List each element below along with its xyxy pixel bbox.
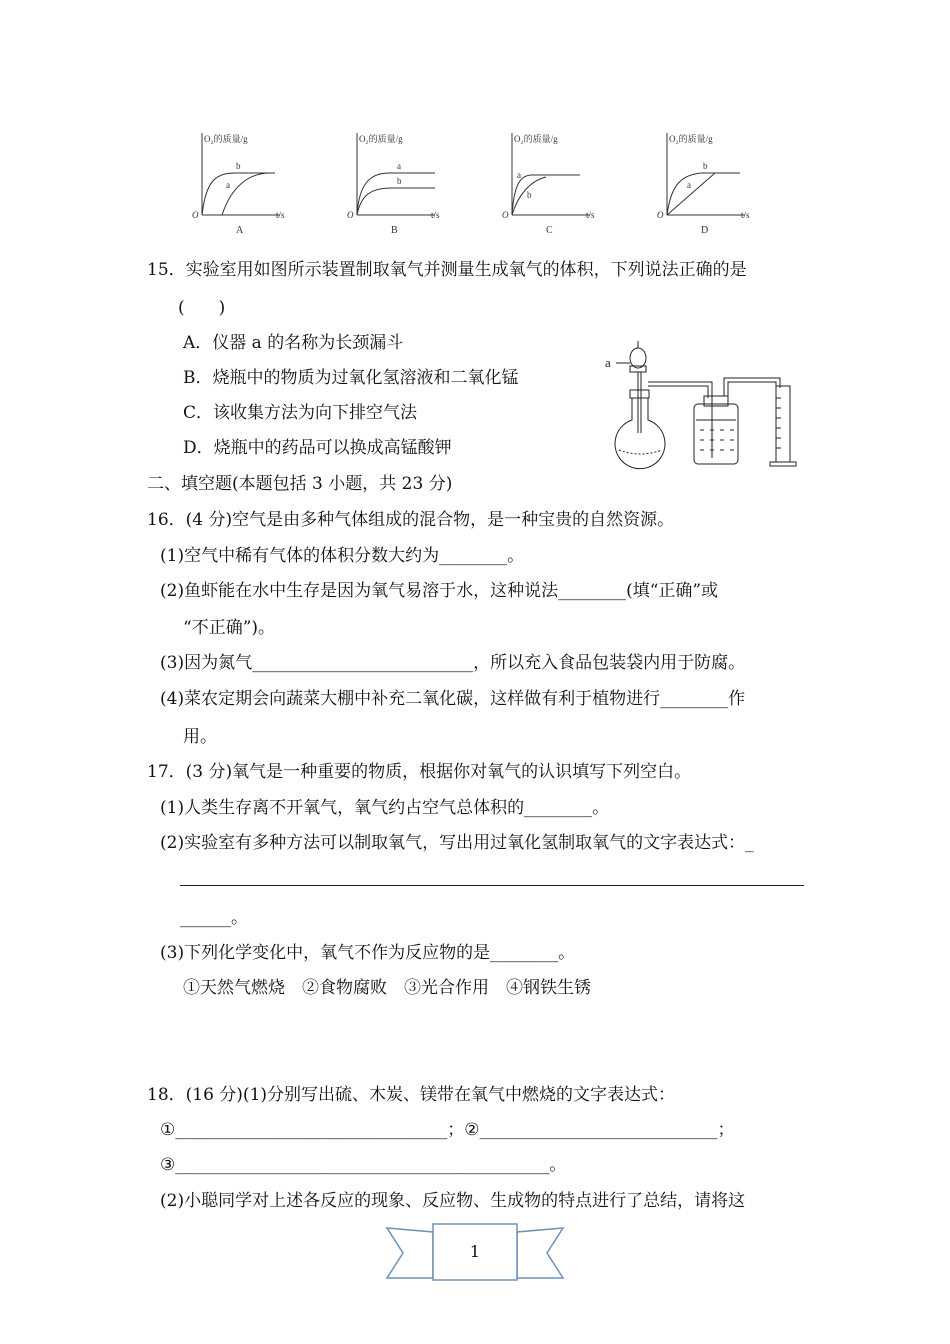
q17-part2: (2)实验室有多种方法可以制取氧气，写出用过氧化氢制取氧气的文字表达式：_ <box>160 833 754 853</box>
apparatus-svg <box>600 338 805 473</box>
graph-b-curve2: b <box>397 176 402 186</box>
apparatus-figure <box>600 338 805 473</box>
graph-panel-d <box>657 133 750 236</box>
graph-d-curve2: a <box>687 180 691 190</box>
graph-d-ylabel: O₂的质量/g <box>669 134 713 144</box>
section-2-title: 二、填空题(本题包括 3 小题，共 23 分) <box>147 474 453 494</box>
q18-part2: (2)小聪同学对上述各反应的现象、反应物、生成物的特点进行了总结，请将这 <box>160 1191 746 1211</box>
graph-c-curve2: b <box>527 190 532 200</box>
q17-choices: ①天然气燃烧 ②食物腐败 ③光合作用 ④钢铁生锈 <box>183 978 591 998</box>
q17-part1: (1)人类生存离不开氧气，氧气约占空气总体积的________。 <box>160 798 610 818</box>
q16-part4b: 用。 <box>183 727 217 747</box>
graph-a-curve1: b <box>236 161 241 171</box>
graph-b-origin: O <box>347 210 354 220</box>
q16-part3: (3)因为氮气__________________________，所以充入食品包装袋内用于防腐。 <box>160 653 746 673</box>
q17-part2-continuation: ______。 <box>180 908 248 928</box>
page-number-ribbon <box>385 1222 565 1284</box>
graph-d-origin: O <box>657 210 664 220</box>
graph-a-curve2: a <box>226 180 230 190</box>
apparatus-label-a: a <box>605 355 611 370</box>
graph-b-xlabel: t/s <box>431 210 440 220</box>
q15-stem: 15．实验室用如图所示装置制取氧气并测量生成氧气的体积，下列说法正确的是 <box>147 260 747 280</box>
graph-b-letter: B <box>391 225 398 236</box>
graph-c-letter: C <box>546 225 553 236</box>
q15-paren: ( ) <box>178 298 226 318</box>
graph-a-letter: A <box>236 225 244 236</box>
q17-answer-line[interactable] <box>180 885 804 886</box>
q16-part2a: (2)鱼虾能在水中生存是因为氧气易溶于水，这种说法________(填“正确”或 <box>160 581 719 601</box>
graph-a-origin: O <box>192 210 199 220</box>
graph-panel-a <box>192 133 285 236</box>
graph-d-xlabel: t/s <box>741 210 750 220</box>
q16-stem: 16．(4 分)空气是由多种气体组成的混合物，是一种宝贵的自然资源。 <box>147 510 675 530</box>
q15-option-c: C．该收集方法为向下排空气法 <box>183 403 418 423</box>
graphs-svg <box>180 125 780 240</box>
q17-stem: 17．(3 分)氧气是一种重要的物质，根据你对氧气的认识填写下列空白。 <box>147 762 692 782</box>
graph-b-curve1: a <box>397 161 401 171</box>
q15-option-a: A．仪器 a 的名称为长颈漏斗 <box>183 333 404 353</box>
graph-panel-c <box>502 133 595 236</box>
graph-c-xlabel: t/s <box>586 210 595 220</box>
q18-line2: ③____________________________________________。 <box>160 1155 567 1175</box>
graph-c-curve1: a <box>517 170 521 180</box>
q16-part4a: (4)菜农定期会向蔬菜大棚中补充二氧化碳，这样做有利于植物进行________作 <box>160 689 746 709</box>
graph-c-origin: O <box>502 210 509 220</box>
graph-row <box>180 125 780 240</box>
graph-a-ylabel: O₂的质量/g <box>204 134 248 144</box>
graph-d-letter: D <box>701 225 709 236</box>
graph-a-xlabel: t/s <box>276 210 285 220</box>
q16-part1: (1)空气中稀有气体的体积分数大约为________。 <box>160 546 525 566</box>
q15-option-b: B．烧瓶中的物质为过氧化氢溶液和二氧化锰 <box>183 368 519 388</box>
graph-panel-b <box>347 133 440 236</box>
q18-line1: ①________________________________；②____________________________； <box>160 1120 735 1140</box>
graph-d-curve1: b <box>703 161 708 171</box>
q16-part2b: “不正确”)。 <box>183 618 276 638</box>
graph-c-ylabel: O₂的质量/g <box>514 134 558 144</box>
q17-part3: (3)下列化学变化中，氧气不作为反应物的是________。 <box>160 943 576 963</box>
q15-option-d: D．烧瓶中的药品可以换成高锰酸钾 <box>183 438 452 458</box>
page-number: 1 <box>469 1242 481 1261</box>
graph-b-ylabel: O₂的质量/g <box>359 134 403 144</box>
q18-stem: 18．(16 分)(1)分别写出硫、木炭、镁带在氧气中燃烧的文字表达式： <box>147 1085 676 1105</box>
